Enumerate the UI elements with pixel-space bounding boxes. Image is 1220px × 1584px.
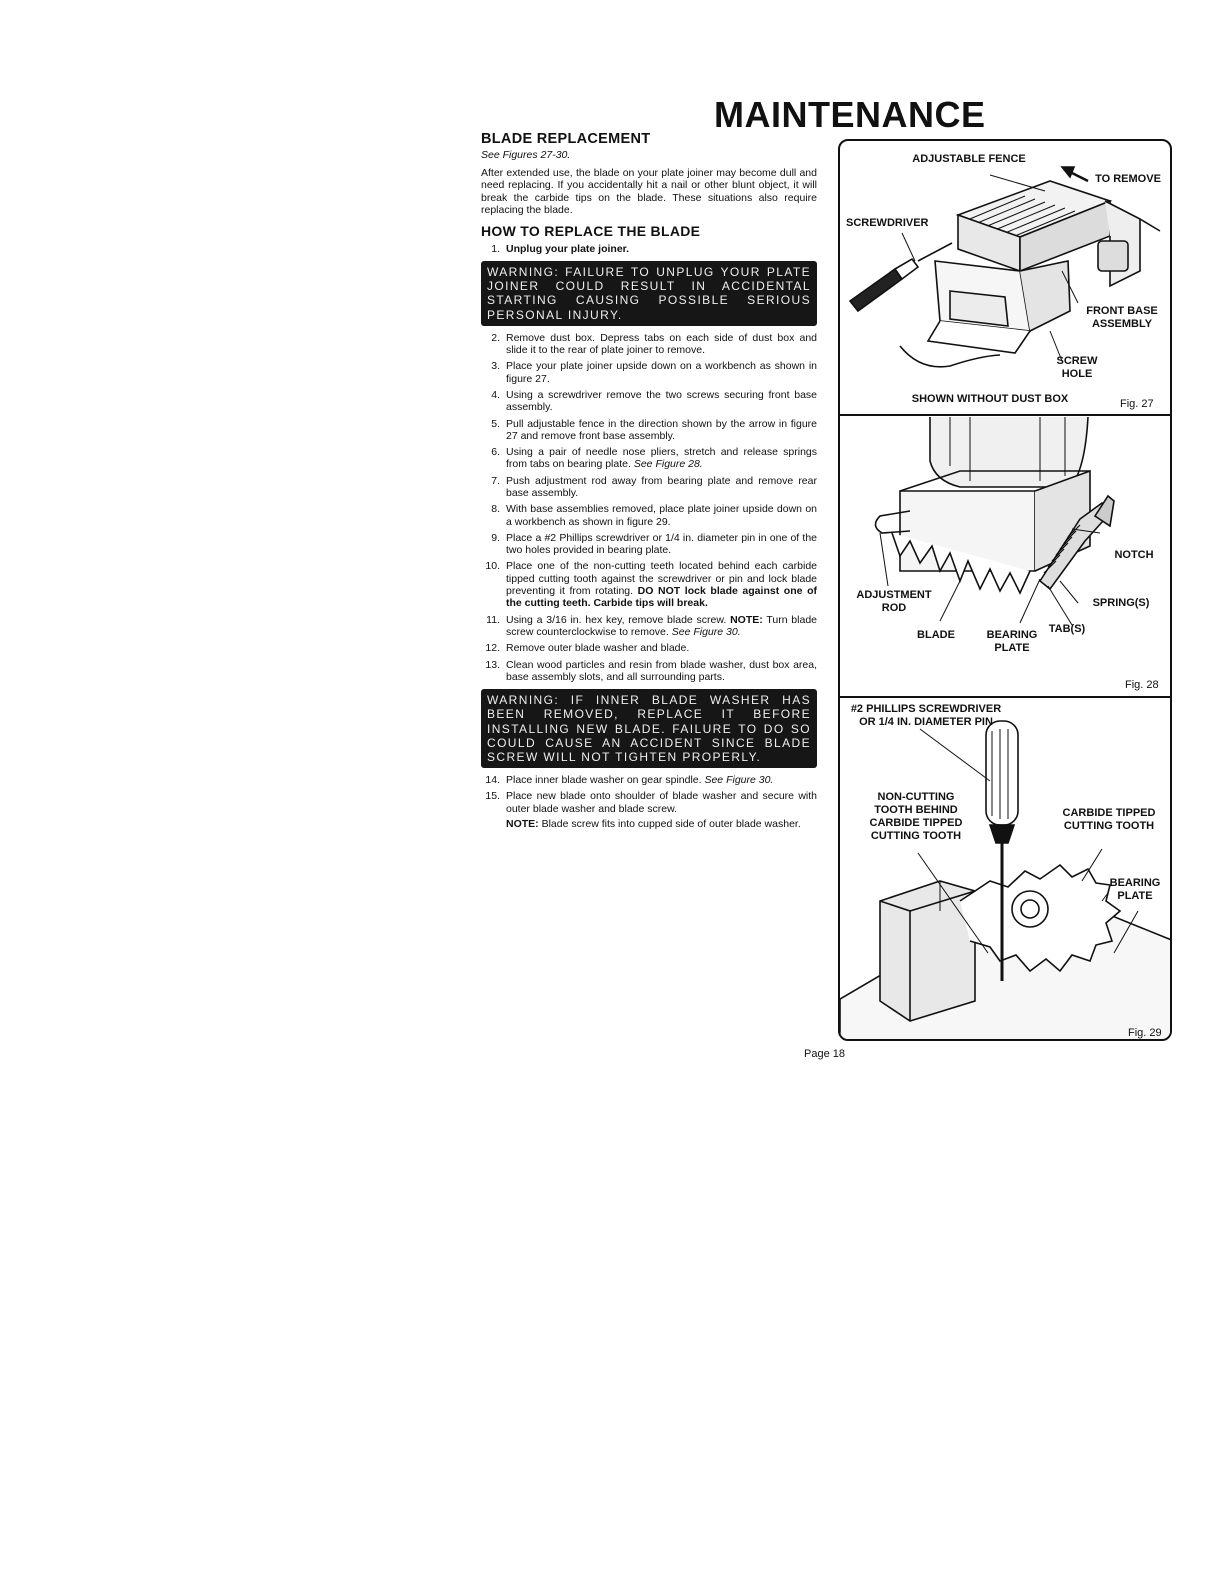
label-front-base-assembly: FRONT BASE ASSEMBLY (1086, 305, 1158, 330)
page-title: MAINTENANCE (714, 94, 986, 135)
label-to-remove: TO REMOVE (1095, 173, 1161, 185)
see-figures: See Figures 27-30. (481, 149, 571, 161)
label-tabs: TAB(S) (1048, 623, 1086, 635)
label-bearing-plate: BEARING PLATE (986, 629, 1038, 654)
list-item: 9. Place a #2 Phillips screwdriver or 1/4 in. diameter pin in one of the two holes provided in bearing plate. (491, 531, 817, 557)
list-item: 8. With base assemblies removed, place plate joiner upside down on a workbench as shown in figure 29. (491, 503, 817, 528)
label-carbide-tipped-tooth: CARBIDE TIPPED CUTTING TOOTH (1062, 807, 1156, 832)
label-screwdriver: SCREWDRIVER (846, 217, 929, 229)
steps-list (481, 774, 817, 815)
label-adjustable-fence: ADJUSTABLE FENCE (912, 153, 1026, 165)
list-item: 5. Pull adjustable fence in the direction shown by the arrow in figure 27 and remove front base assembly. (491, 417, 817, 442)
list-item: 1. Unplug your plate joiner. (491, 242, 630, 255)
list-item: 14. Place inner blade washer on gear spindle. See Figure 30. (485, 774, 774, 787)
fig27-illustration (850, 167, 1160, 367)
list-item: 11. Using a 3/16 in. hex key, remove blade screw. NOTE: Turn blade screw counterclockwise to remove. See Figure 30. (486, 613, 817, 638)
list-item: 3. Place your plate joiner upside down on a workbench as shown in figure 27. (491, 360, 817, 385)
fig27-caption: SHOWN WITHOUT DUST BOX (911, 393, 1069, 405)
label-screw-hole: SCREW HOLE (1056, 355, 1098, 380)
list-item: 10. Place one of the non-cutting teeth located behind each carbide tipped cutting tooth against the screwdriver or pin and lock blade preventing it from rotating. DO NOT lock blade against one of the cutting teeth. Carbide tips will break. (485, 560, 817, 610)
list-item: 4. Using a screwdriver remove the two screws securing front base assembly. (491, 388, 817, 414)
label-bearing-plate: BEARING PLATE (1109, 877, 1161, 902)
note-paragraph: NOTE: Blade screw fits into cupped side of outer blade washer. (506, 818, 801, 831)
label-springs: SPRING(S) (1092, 597, 1150, 609)
list-item: 15. Place new blade onto shoulder of blade washer and secure with outer blade washer and blade screw. (485, 790, 817, 815)
label-phillips-screwdriver: #2 PHILLIPS SCREWDRIVER OR 1/4 IN. DIAMETER PIN (850, 703, 1002, 728)
list-item: 6. Using a pair of needle nose pliers, stretch and release springs from tabs on bearing plate. See Figure 28. (491, 446, 817, 471)
list-item: 2. Remove dust box. Depress tabs on each side of dust box and slide it to the rear of plate joiner to remove. (491, 331, 817, 357)
list-item: 7. Push adjustment rod away from bearing plate and remove rear base assembly. (491, 474, 817, 499)
fig29-number: Fig. 29 (1128, 1027, 1162, 1039)
fig28-number: Fig. 28 (1125, 679, 1159, 691)
label-blade: BLADE (917, 629, 955, 641)
text-column (481, 131, 817, 830)
label-non-cutting-tooth: NON-CUTTING TOOTH BEHIND CARBIDE TIPPED CUTTING TOOTH (869, 791, 963, 842)
fig27-number: Fig. 27 (1120, 398, 1154, 410)
intro-paragraph: After extended use, the blade on your plate joiner may become dull and need replacing. If you accidentally hit a nail or other blunt object, it will break the carbide tips on the blade. These situations also require replacing the blade. (481, 167, 817, 217)
list-item: 13. Clean wood particles and resin from blade washer, dust box area, base assembly slots, and all surrounding parts. (485, 658, 817, 683)
section-heading: BLADE REPLACEMENT (481, 131, 651, 147)
steps-list (481, 243, 817, 255)
page-number: Page 18 (804, 1048, 845, 1060)
warning-box-washer: WARNING: IF INNER BLADE WASHER HAS BEEN REMOVED, REPLACE IT BEFORE INSTALLING NEW BLADE. FAILURE TO DO SO COULD CAUSE AN ACCIDENT SINCE BLADE SCREW WILL NOT TIGHTEN PROPERLY. (481, 689, 817, 768)
steps-list (481, 332, 817, 683)
label-adjustment-rod: ADJUSTMENT ROD (856, 589, 932, 614)
figures-panel (838, 139, 1172, 1041)
warning-box-unplug: WARNING: FAILURE TO UNPLUG YOUR PLATE JOINER COULD RESULT IN ACCIDENTAL STARTING CAUSING POSSIBLE SERIOUS PERSONAL INJURY. (481, 261, 817, 326)
label-notch: NOTCH (1114, 549, 1154, 561)
list-item: 12. Remove outer blade washer and blade. (485, 642, 690, 655)
subsection-heading: HOW TO REPLACE THE BLADE (481, 222, 701, 239)
